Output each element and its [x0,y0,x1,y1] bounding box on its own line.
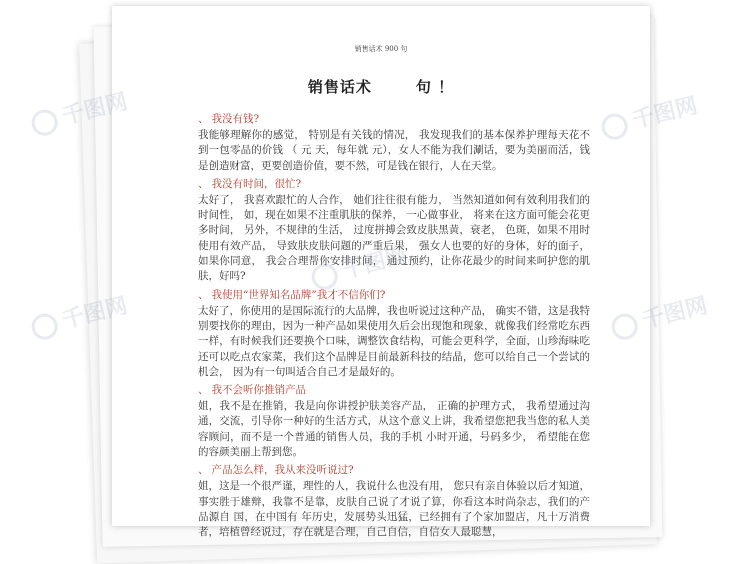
watermark: 千图网 [598,89,701,143]
section-body: 姐，这是一个很严谨，理性的人，我说什么也没有用， 您只有亲自体验以后才知道，事实胜于雄辩，我靠不是靠，皮肤自己说了才说了算，你看这本时尚杂志，我们的产品源自 国，在中国有 年历史，发展势头迅猛，已经拥有了个家加盟店，凡十万消费者，培植曾经说过，存在就是合理，自己自信，自信女人最聪慧， [198,480,590,539]
section [198,288,590,380]
watermark-logo-icon [29,107,61,139]
section [198,383,590,460]
section-heading: 、 我不会听你推销产品 [198,384,306,397]
section-heading: 、 产品怎么样，我从来没听说过? [198,464,354,477]
section-body: 太好了， 我喜欢跟忙的人合作， 她们往往很有能力， 当然知道如何有效利用我们的时间性， 如，现在如果不注重肌肤的保养， 一心做事业， 将来在这方面可能会花更多时间， 另外，不规律的生活， 过度拼搏会致皮肤黑黄，衰老， 色斑，如果不用时使用有效产品， 导致肤皮肤问题的严重后果， 强女人也要的好的身体，好的面子， 如果你同意， 我会合理帮你安排时间， 通过预约，让你花最少的时间来呵护您的肌肤，好吗? [198,193,590,283]
page-title [112,76,650,97]
section [198,177,590,285]
document-content [198,112,590,544]
section-body: 我能够理解你的感觉， 特别是有关钱的情况， 我发现我们的基本保养护理每天花不到一包零品的价钱 （ 元 天，每年就 元），女人不能为我们涮话，要为美丽而活，钱是创造财富，更要创造价值，要不然，可是钱在银行，人在天堂。 [198,129,590,172]
watermark-logo-icon [29,311,61,343]
section [198,463,590,540]
section-heading: 、 我使用“世界知名品牌”我才不信你们? [198,288,386,301]
section-heading: 、 我没有钱? [198,113,260,125]
title-right: 句 ！ [415,78,455,96]
section-heading: 、 我没有时间，很忙? [198,177,302,190]
header-note: 销售话术 900 句 [354,45,408,53]
document-page [112,6,650,539]
section-body: 姐，我不是在推销，我是向你讲授护肤美容产品， 正确的护理方式， 我希望通过沟通，交流，引导你一种好的生活方式，从这个意义上讲，我希望您把我当您的私人美容顾问，而不是一个普通的销售人员，我的手机 小时开通，号码多少， 希望能在您的容颜美丽上帮到您。 [198,400,590,459]
watermark: 千图网 [608,289,711,343]
section-body: 太好了，你使用的是国际流行的大品牌，我也听说过这种产品， 确实不错，这是我特别要找你的理由，因为一种产品如果使用久后会出现饱和现象，就像我们经常吃东西一样，有时候我们还要换个口味，调整饮食结构，可能会更科学，全面，山珍海味吃还可以吃点农家菜，我们这个品牌是目前最新科技的结晶，您可以给自己一个尝试的机会， 因为有一句叫适合自己才是最好的。 [198,304,590,378]
title-left: 销售话术 [307,78,372,96]
section [198,112,590,174]
